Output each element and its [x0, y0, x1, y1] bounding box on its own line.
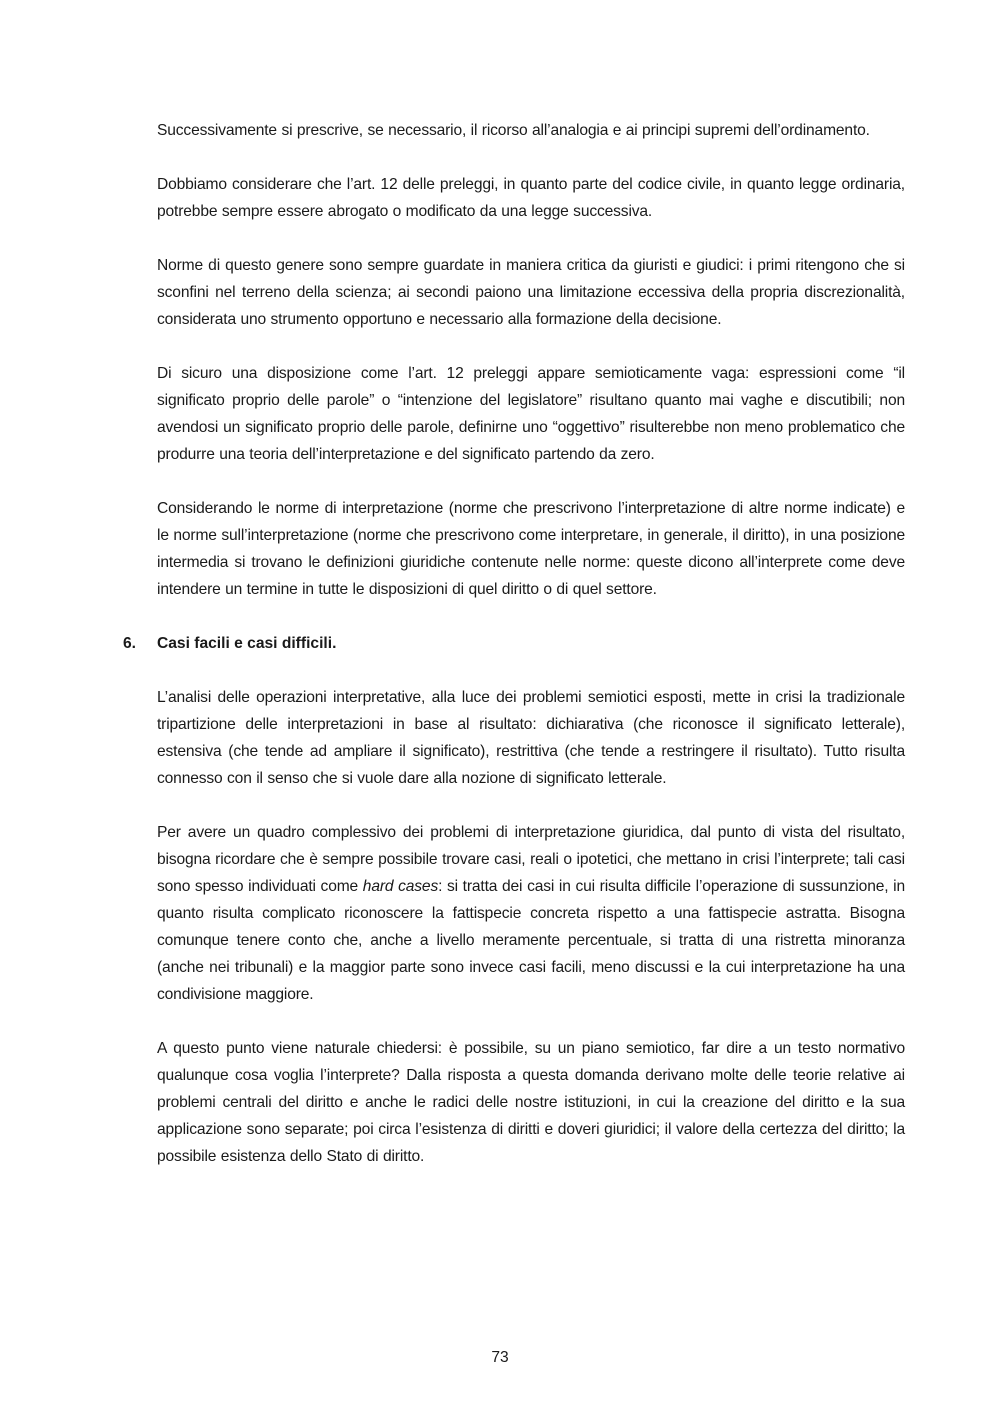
paragraph-analogia: Successivamente si prescrive, se necessario, il ricorso all’analogia e ai principi supremi dell’ordinamento.	[157, 122, 870, 139]
page-body	[123, 117, 905, 1197]
paragraph-art12-abrogazione: Dobbiamo considerare che l’art. 12 delle preleggi, in quanto parte del codice civile, in quanto legge ordinaria, potrebbe sempre essere abrogato o modificato da una legge successiva.	[157, 176, 905, 220]
section-number: 6.	[123, 635, 137, 652]
hard-cases-text-after: : si tratta dei casi in cui risulta difficile l’operazione di sussunzione, in quanto risulta complicato riconoscere la fattispecie concreta rispetto a una fattispecie astratta. Bisogna comunque tenere conto che, anche a livello meramente percentuale, si tratta di una ristretta minoranza (anche nei tribunali) e la maggior parte sono invece casi facili, meno discussi e la cui interpretazione ha una condivisione maggiore.	[157, 878, 905, 1003]
paragraph-domanda-semiotica: A questo punto viene naturale chiedersi: è possibile, su un piano semiotico, far dire a un testo normativo qualunque cosa voglia l’interprete? Dalla risposta a questa domanda derivano molte delle teorie relative ai problemi centrali del diritto e anche le radici delle nostre istituzioni, in cui la creazione del diritto e la sua applicazione sono separate; poi circa l’esistenza di diritti e doveri giuridici; il valore della certezza del diritto; la possibile esistenza dello Stato di diritto.	[157, 1040, 905, 1165]
paragraph-vaghezza-semiotica: Di sicuro una disposizione come l’art. 12 preleggi appare semioticamente vaga: espressioni come “il significato proprio delle parole” o “intenzione del legislatore” risultano quanto mai vaghe e discutibili; non avendosi un significato proprio delle parole, definirne uno “oggettivo” risulterebbe non meno problematico che produrre una teoria dell’interpretazione e del significato partendo da zero.	[157, 365, 905, 463]
paragraph-tripartizione: L’analisi delle operazioni interpretative, alla luce dei problemi semiotici esposti, mette in crisi la tradizionale tripartizione delle interpretazioni in base al risultato: dichiarativa (che riconosce il significato letterale), estensiva (che tende ad ampliare il significato), restrittiva (che tende a restringere il risultato). Tutto risulta connesso con il senso che si vuole dare alla nozione di significato letterale.	[157, 689, 905, 787]
paragraph-norme-interpretazione: Considerando le norme di interpretazione (norme che prescrivono l’interpretazione di altre norme indicate) e le norme sull’interpretazione (norme che prescrivono come interpretare, in generale, il diritto), in una posizione intermedia si trovano le definizioni giuridiche contenute nelle norme: queste dicono all’interprete come deve intendere un termine in tutte le disposizioni di quel diritto o di quel settore.	[157, 500, 905, 598]
paragraph-hard-cases	[157, 819, 905, 1008]
paragraph-critica-giuristi-giudici: Norme di questo genere sono sempre guardate in maniera critica da giuristi e giudici: i primi ritengono che si sconfini nel terreno della scienza; ai secondi paiono una limitazione eccessiva della propria discrezionalità, considerata uno strumento opportuno e necessario alla formazione della decisione.	[157, 257, 905, 328]
section-heading	[123, 630, 905, 657]
section-title: Casi facili e casi difficili.	[157, 635, 337, 652]
hard-cases-italic-term: hard cases	[362, 878, 439, 895]
hard-cases-text-before: Per avere un quadro complessivo dei problemi di interpretazione giuridica, dal punto di vista del risultato, bisogna ricordare che è sempre possibile trovare casi, reali o ipotetici, che mettano in crisi l’interprete; tali casi sono spesso individuati come	[157, 824, 905, 895]
page-number: 73	[491, 1349, 509, 1366]
